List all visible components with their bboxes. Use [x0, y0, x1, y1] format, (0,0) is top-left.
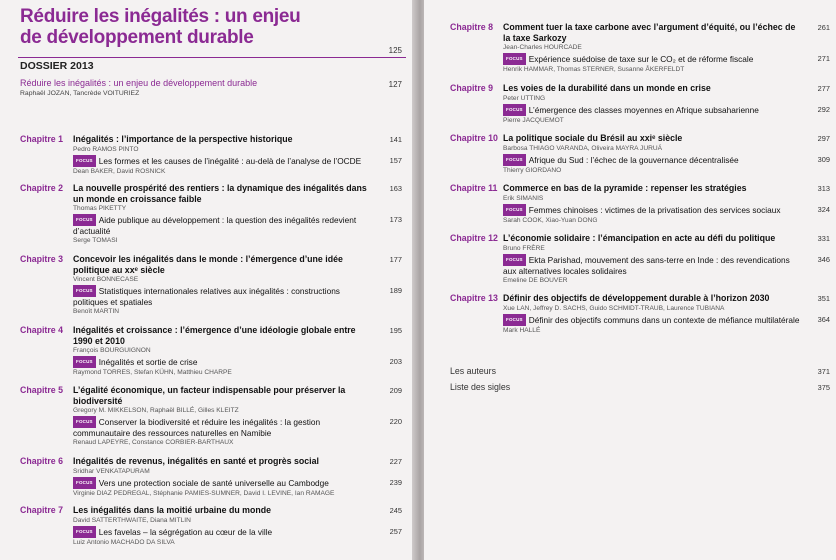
chapter-authors: Erik SIMANIS	[503, 194, 544, 202]
chapter-body	[73, 505, 402, 547]
title-line-1: Réduire les inégalités : un enjeu	[20, 6, 301, 27]
chapter-page-number: 351	[817, 294, 830, 303]
chapter-page-number: 209	[389, 386, 402, 395]
chapter-title-row[interactable]	[73, 505, 402, 516]
chapter-authors: Peter UTTING	[503, 94, 546, 102]
focus-title: Afrique du Sud : l’échec de la gouvernance décentralisée	[528, 154, 739, 165]
focus-entry[interactable]	[503, 104, 830, 116]
focus-entry[interactable]	[73, 356, 402, 368]
chapter-title-row[interactable]	[73, 183, 402, 204]
chapter-title: Commerce en bas de la pyramide : repenser les stratégies	[503, 183, 747, 193]
chapter-title-row[interactable]	[73, 325, 402, 346]
chapter-authors: Bruno FRÈRE	[503, 244, 545, 252]
focus-authors: Raymond TORRES, Stefan KÜHN, Matthieu CHARPE	[73, 369, 232, 376]
chapter-title-row[interactable]	[503, 183, 830, 194]
focus-title: Conserver la biodiversité et réduire les inégalités : la gestion communautaire des ressources naturelles en Namibie	[73, 417, 321, 438]
chapter-body	[73, 456, 402, 498]
chapter-body	[73, 254, 402, 316]
chapter-title: Inégalités et croissance : l’émergence d’une idéologie globale entre 1990 et 2010	[73, 325, 356, 346]
focus-authors: Benoît MARTIN	[73, 308, 120, 315]
chapter-title: Concevoir les inégalités dans le monde : l’émergence d’une idée politique au xxᵉ siècle	[73, 254, 343, 275]
focus-title: Vers une protection sociale de santé universelle au Cambodge	[98, 477, 329, 488]
focus-entry[interactable]	[503, 254, 830, 276]
focus-title: Définir des objectifs communs dans un contexte de méfiance multilatérale	[528, 314, 800, 325]
chapter-authors: Jean-Charles HOURCADE	[503, 44, 582, 51]
chapter-page-number: 331	[817, 234, 830, 243]
focus-page-number: 257	[389, 526, 402, 536]
chapter-label: Chapitre 4	[20, 325, 64, 335]
focus-authors: Henrik HAMMAR, Thomas STERNER, Susanne ÅKERFELDT	[503, 66, 685, 73]
focus-title: Ekta Parishad, mouvement des sans-terre en Inde : des revendications aux alternatives locales solidaires	[503, 254, 790, 276]
focus-badge: FOCUS	[73, 416, 96, 428]
focus-authors: Thierry GIORDANO	[503, 166, 562, 174]
chapter-title-row[interactable]	[503, 233, 830, 244]
chapter-body	[503, 233, 830, 285]
extra-item-sigles[interactable]	[450, 382, 830, 392]
focus-page-number: 324	[817, 204, 830, 214]
extra-item-auteurs[interactable]	[450, 366, 830, 376]
focus-page-number: 309	[817, 154, 830, 164]
chapter-title: Inégalités : l’importance de la perspective historique	[73, 134, 293, 144]
focus-title: Inégalités et sortie de crise	[98, 357, 198, 367]
focus-authors: Emeline DE BOUVER	[503, 276, 568, 284]
chapter-body	[503, 133, 830, 175]
chapter-page-number: 313	[817, 184, 830, 193]
focus-entry[interactable]	[73, 416, 402, 438]
focus-authors: Pierre JACQUEMOT	[503, 116, 564, 124]
chapter-page-number: 141	[389, 135, 402, 144]
chapter-page-number: 245	[389, 506, 402, 515]
chapter-label: Chapitre 1	[20, 134, 64, 144]
focus-page-number: 189	[389, 286, 402, 295]
chapter-title: Comment tuer la taxe carbone avec l’argument d’équité, ou l’échec de la taxe Sarkozy	[503, 22, 796, 43]
focus-title: Aide publique au développement : la question des inégalités redevient d’actualité	[73, 215, 357, 236]
chapter-page-number: 177	[389, 255, 402, 264]
focus-page-number: 346	[817, 254, 830, 264]
chapter-label: Chapitre 10	[450, 133, 498, 143]
focus-authors: Luiz Antonio MACHADO DA SILVA	[73, 538, 175, 546]
chapter-label: Chapitre 5	[20, 385, 64, 395]
focus-authors: Virginie DIAZ PEDREGAL, Stéphanie PAMIES-SUMNER, David I. LEVINE, Ian RAMAGE	[73, 489, 335, 497]
chapter-authors: David SATTERTHWAITE, Diana MITLIN	[73, 516, 191, 524]
extra-title: Liste des sigles	[450, 382, 511, 392]
intro-title[interactable]: Réduire les inégalités : un enjeu de développement durable	[20, 78, 258, 88]
chapter-label: Chapitre 3	[20, 254, 64, 264]
chapter-title-row[interactable]	[503, 22, 830, 43]
focus-entry[interactable]	[73, 155, 402, 167]
chapter-page-number: 297	[817, 134, 830, 143]
focus-page-number: 292	[817, 104, 830, 114]
chapter-page-number: 195	[389, 326, 402, 335]
focus-badge: FOCUS	[73, 214, 96, 226]
focus-title: Femmes chinoises : victimes de la privatisation des services sociaux	[528, 204, 781, 215]
chapter-body	[503, 22, 830, 74]
focus-page-number: 173	[389, 215, 402, 224]
left-page	[0, 0, 416, 560]
chapter-label: Chapitre 11	[450, 183, 498, 193]
focus-badge: FOCUS	[503, 314, 526, 326]
chapter-authors: Pedro RAMOS PINTO	[73, 145, 139, 153]
focus-title: Les favelas – la ségrégation au cœur de la ville	[98, 526, 273, 537]
title-divider	[18, 57, 406, 58]
focus-badge: FOCUS	[73, 155, 96, 167]
focus-badge: FOCUS	[503, 53, 526, 65]
intro-authors: Raphaël JOZAN, Tancrède VOITURIEZ	[20, 90, 140, 97]
chapter-title-row[interactable]	[73, 134, 402, 145]
chapter-label: Chapitre 8	[450, 22, 494, 32]
focus-entry[interactable]	[73, 285, 402, 307]
chapter-title-row[interactable]	[503, 83, 830, 94]
focus-page-number: 364	[817, 314, 830, 324]
chapter-label: Chapitre 13	[450, 293, 498, 303]
chapter-body	[503, 293, 830, 335]
chapter-body	[73, 325, 402, 377]
focus-entry[interactable]	[73, 526, 402, 538]
chapter-label: Chapitre 12	[450, 233, 498, 243]
chapter-title-row[interactable]	[73, 456, 402, 467]
focus-badge: FOCUS	[503, 154, 526, 166]
chapter-authors: Gregory M. MIKKELSON, Raphaël BILLÉ, Gilles KLEITZ	[73, 407, 239, 414]
focus-title: L’émergence des classes moyennes en Afrique subsaharienne	[528, 104, 759, 115]
focus-entry[interactable]	[503, 154, 830, 166]
focus-badge: FOCUS	[73, 526, 96, 538]
chapter-body	[73, 134, 402, 176]
focus-badge: FOCUS	[73, 285, 96, 297]
focus-page-number: 271	[817, 54, 830, 63]
chapter-title: L’économie solidaire : l’émancipation en acte au défi du politique	[503, 233, 776, 243]
focus-badge: FOCUS	[73, 356, 96, 368]
chapter-authors: Thomas PIKETTY	[73, 205, 127, 212]
focus-page-number: 239	[389, 477, 402, 487]
chapter-page-number: 163	[389, 184, 402, 193]
chapter-body	[73, 385, 402, 447]
chapter-authors: Sridhar VENKATAPURAM	[73, 467, 150, 475]
chapter-page-number: 261	[817, 23, 830, 32]
extra-page-number: 375	[817, 383, 830, 392]
chapter-label: Chapitre 2	[20, 183, 64, 193]
chapter-title: La politique sociale du Brésil au xxiᵉ siècle	[503, 133, 683, 143]
focus-authors: Serge TOMASI	[73, 237, 118, 244]
chapter-title: Définir des objectifs de développement durable à l’horizon 2030	[503, 293, 770, 303]
focus-badge: FOCUS	[503, 104, 526, 116]
focus-page-number: 203	[389, 357, 402, 366]
chapter-body	[73, 183, 402, 245]
focus-title: Les formes et les causes de l’inégalité : au-delà de l’analyse de l’OCDE	[98, 155, 362, 166]
focus-entry[interactable]	[73, 214, 402, 236]
dossier-heading: DOSSIER 2013	[20, 60, 94, 72]
focus-badge: FOCUS	[503, 204, 526, 216]
title-line-2: de développement durable	[20, 27, 254, 48]
chapter-title-row[interactable]	[503, 293, 830, 304]
chapter-page-number: 227	[389, 457, 402, 466]
focus-authors: Mark HALLÉ	[503, 326, 541, 334]
chapter-page-number: 277	[817, 84, 830, 93]
chapter-authors: François BOURGUIGNON	[73, 347, 151, 354]
focus-title: Expérience suédoise de taxe sur le CO₂ et de réforme fiscale	[528, 54, 754, 64]
chapter-title-row[interactable]	[73, 385, 402, 406]
focus-authors: Sarah COOK, Xiao-Yuan DONG	[503, 216, 598, 224]
focus-authors: Dean BAKER, David ROSNICK	[73, 167, 166, 175]
focus-authors: Renaud LAPEYRE, Constance CORBIER-BARTHAUX	[73, 439, 234, 446]
page-title	[20, 6, 380, 48]
chapter-title-row[interactable]	[503, 133, 830, 144]
chapter-title: Les voies de la durabilité dans un monde en crise	[503, 83, 711, 93]
chapter-label: Chapitre 9	[450, 83, 494, 93]
focus-badge: FOCUS	[73, 477, 96, 489]
chapter-authors: Barbosa THIAGO VARANDA, Oliveira MAYRA JURUÁ	[503, 144, 663, 152]
right-page	[424, 0, 836, 560]
chapter-body	[503, 83, 830, 125]
chapter-title: L’égalité économique, un facteur indispensable pour préserver la biodiversité	[73, 385, 346, 406]
chapter-title: Inégalités de revenus, inégalités en santé et progrès social	[73, 456, 319, 466]
chapter-title: Les inégalités dans la moitié urbaine du monde	[73, 505, 271, 515]
title-page-number: 125	[388, 46, 402, 55]
chapter-title: La nouvelle prospérité des rentiers : la dynamique des inégalités dans un monde en croissance faible	[73, 183, 367, 204]
focus-entry[interactable]	[503, 314, 830, 326]
extra-page-number: 371	[817, 367, 830, 376]
chapter-label: Chapitre 7	[20, 505, 64, 515]
chapter-title-row[interactable]	[73, 254, 402, 275]
focus-page-number: 157	[389, 155, 402, 165]
chapter-body	[503, 183, 830, 225]
focus-entry[interactable]	[503, 204, 830, 216]
chapter-label: Chapitre 6	[20, 456, 64, 466]
extra-title: Les auteurs	[450, 366, 496, 376]
chapter-authors: Xue LAN, Jeffrey D. SACHS, Guido SCHMIDT-TRAUB, Laurence TUBIANA	[503, 304, 725, 312]
focus-entry[interactable]	[503, 53, 830, 65]
focus-badge: FOCUS	[503, 254, 526, 266]
focus-entry[interactable]	[73, 477, 402, 489]
focus-title: Statistiques internationales relatives aux inégalités : constructions politiques et spatiales	[73, 286, 340, 307]
chapter-authors: Vincent BONNECASE	[73, 276, 139, 283]
intro-page-number: 127	[388, 80, 402, 89]
focus-page-number: 220	[389, 417, 402, 426]
